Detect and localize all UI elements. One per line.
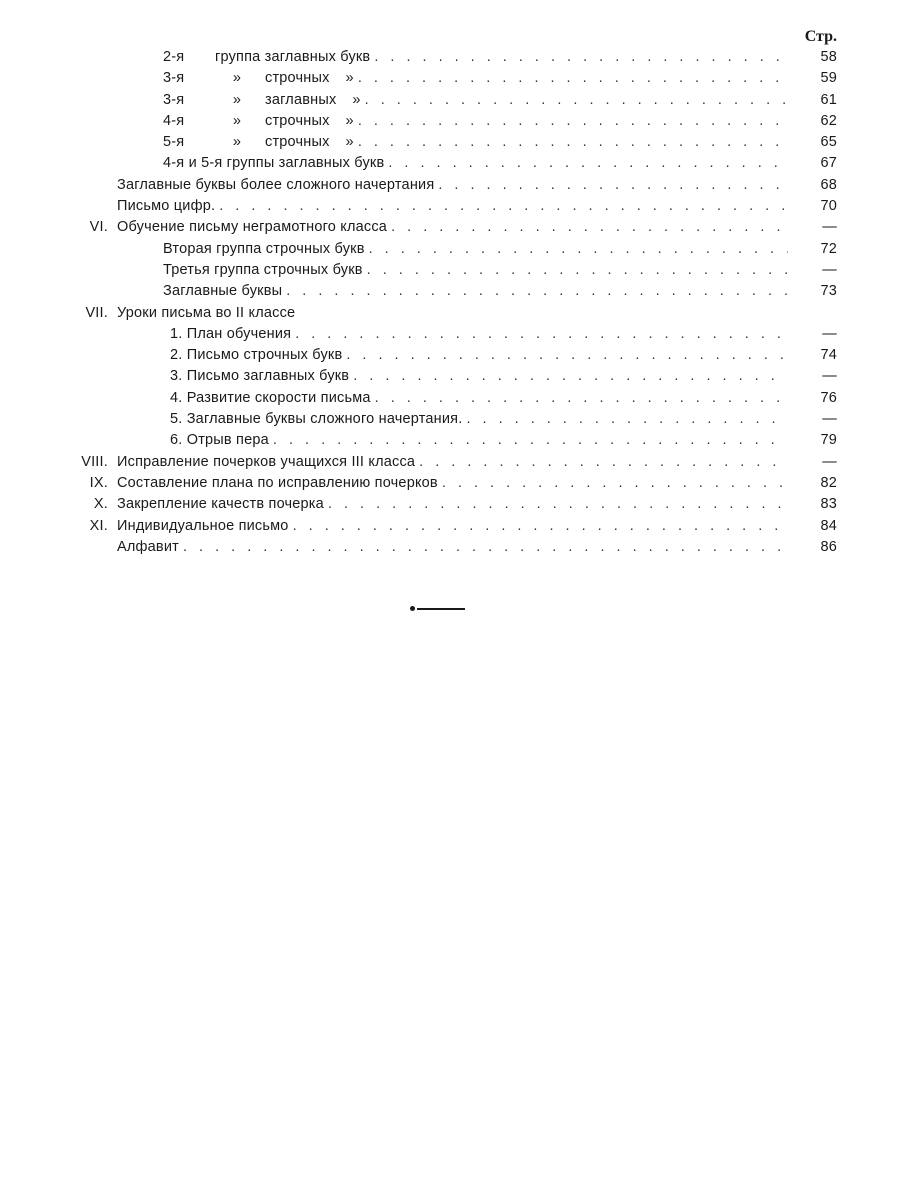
dot-leader (183, 537, 788, 558)
dot-leader (438, 175, 788, 196)
toc-title: Третья группа строчных букв (163, 261, 363, 278)
toc-ditto-mark: » (352, 91, 361, 108)
toc-page-number: 65 (820, 134, 837, 151)
end-ornament-icon (410, 603, 465, 613)
toc-page-number: 79 (820, 432, 837, 449)
dot-leader (358, 111, 788, 132)
toc-title: Составление плана по исправлению почерков (117, 474, 438, 491)
dot-leader (419, 452, 788, 473)
toc-page-number: 67 (820, 155, 837, 172)
toc-ditto-mark: » (232, 134, 242, 151)
dot-leader (273, 430, 788, 451)
toc-entry (0, 239, 900, 260)
toc-entry (0, 324, 900, 345)
toc-title: 5. Заглавные буквы сложного начертания. (170, 411, 463, 428)
toc-entry (0, 132, 900, 153)
toc-group-number: 5-я (163, 134, 185, 151)
toc-title: строчных (265, 134, 330, 151)
dot-leader (358, 68, 788, 89)
toc-title: Исправление почерков учащихся III класса (117, 453, 416, 470)
toc-page-number: — (822, 219, 837, 236)
toc-entry (0, 516, 900, 537)
toc-section-number: VI. (89, 219, 108, 236)
page-column-header: Стр. (804, 28, 837, 45)
toc-title: строчных (265, 112, 330, 129)
toc-title: группа заглавных букв (215, 49, 371, 65)
dot-leader (375, 388, 788, 409)
toc-entry (0, 260, 900, 281)
toc-title: Обучение письму неграмотного класса (117, 219, 388, 236)
toc-entry (0, 430, 900, 451)
dot-leader (328, 494, 788, 515)
toc-entry (0, 217, 900, 238)
toc-title: Индивидуальное письмо (117, 517, 289, 534)
toc-page-number: 74 (820, 347, 837, 364)
toc-title: строчных (265, 70, 330, 87)
dot-leader (219, 196, 788, 217)
dot-leader (388, 153, 788, 174)
toc-section-number: VIII. (81, 453, 108, 470)
toc-entry (0, 281, 900, 302)
dot-leader (374, 47, 788, 68)
toc-entry (0, 153, 900, 174)
toc-ditto-mark: » (345, 134, 354, 151)
toc-entry (0, 175, 900, 196)
toc-entry (0, 409, 900, 430)
toc-entry (0, 388, 900, 409)
toc-page-number: 73 (820, 283, 837, 300)
dot-leader (391, 217, 788, 238)
toc-entry (0, 473, 900, 494)
toc-group-number: 4-я (163, 112, 185, 129)
toc-page-number: 83 (820, 496, 837, 513)
dot-leader (365, 90, 788, 111)
toc-title: Вторая группа строчных букв (163, 240, 365, 257)
toc-title: Закрепление качеств почерка (117, 496, 324, 513)
toc-entry (0, 196, 900, 217)
toc-page-number: 62 (820, 112, 837, 129)
dot-leader (358, 132, 788, 153)
toc-page-number: — (822, 368, 837, 385)
toc-page-number: — (822, 453, 837, 470)
toc-entry (0, 366, 900, 387)
toc-page-number: 84 (820, 517, 837, 534)
toc-page-number: 86 (820, 538, 837, 555)
toc-ditto-mark: » (345, 70, 354, 87)
toc-page-number: 68 (820, 176, 837, 193)
dot-leader (346, 345, 788, 366)
dot-leader (293, 516, 788, 537)
toc-title: 2. Письмо строчных букв (170, 347, 343, 364)
toc-entry (0, 68, 900, 89)
toc-title: 6. Отрыв пера (170, 432, 269, 449)
toc-title: Заглавные буквы (163, 283, 283, 300)
dot-leader (353, 366, 788, 387)
toc-entry (0, 494, 900, 515)
toc-title: 1. План обучения (170, 325, 292, 342)
toc-entry (0, 345, 900, 366)
dot-leader (295, 324, 788, 345)
toc-page-number: 72 (820, 240, 837, 257)
toc-ditto-mark: » (345, 112, 354, 129)
toc-group-number: 3-я (163, 70, 185, 87)
toc-group-number: 2-я (163, 49, 185, 65)
toc-page-number: — (822, 411, 837, 428)
toc-page-number: 58 (820, 49, 837, 65)
toc-entry (0, 47, 900, 68)
dot-leader (286, 281, 788, 302)
toc-section-number: X. (93, 496, 108, 513)
toc-section-number: XI. (89, 517, 108, 534)
toc-title: Заглавные буквы более сложного начертания (117, 176, 435, 193)
toc-page-number: 82 (820, 474, 837, 491)
dot-leader (369, 239, 788, 260)
toc-section-number: VII. (85, 304, 108, 321)
toc-title: 3. Письмо заглавных букв (170, 368, 350, 385)
toc-page-number: 59 (820, 70, 837, 87)
toc-title: Алфавит (117, 538, 179, 555)
toc-page-number: 70 (820, 198, 837, 215)
dot-leader (466, 409, 788, 430)
toc-title: заглавных (265, 91, 337, 108)
toc-page-number: 76 (820, 389, 837, 406)
toc-page-number: — (822, 325, 837, 342)
toc-section-number: IX. (89, 474, 108, 491)
toc-ditto-mark: » (232, 112, 242, 129)
toc-title: 4-я и 5-я группы заглавных букв (163, 155, 385, 172)
toc-entry (0, 452, 900, 473)
toc-group-number: 3-я (163, 91, 185, 108)
dot-leader (367, 260, 788, 281)
toc-title: Письмо цифр. (117, 198, 216, 215)
toc-entry (0, 90, 900, 111)
toc-page-number: 61 (820, 91, 837, 108)
toc-ditto-mark: » (232, 70, 242, 87)
table-of-contents (0, 47, 900, 558)
toc-title: 4. Развитие скорости письма (170, 389, 371, 406)
toc-title: Уроки письма во II классе (117, 304, 296, 321)
toc-entry (0, 303, 900, 324)
toc-entry (0, 111, 900, 132)
toc-page-number: — (822, 261, 837, 278)
dot-leader (442, 473, 788, 494)
toc-ditto-mark: » (232, 91, 242, 108)
toc-entry (0, 537, 900, 558)
